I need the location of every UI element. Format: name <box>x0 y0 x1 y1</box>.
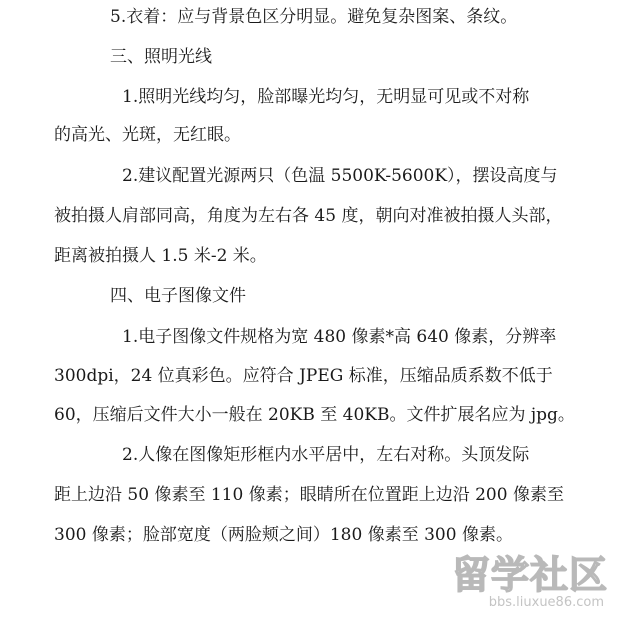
text-line: 60，压缩后文件大小一般在 20KB 至 40KB。文件扩展名应为 jpg。 <box>54 405 575 425</box>
text-line: 2.建议配置光源两只（色温 5500K-5600K），摆设高度与 <box>122 166 558 186</box>
watermark <box>448 542 608 612</box>
text-line: 被拍摄人肩部同高，角度为左右各 45 度，朝向对准被拍摄人头部， <box>54 206 563 226</box>
watermark-logo: 留学社区 <box>451 553 608 597</box>
text-line: 300dpi，24 位真彩色。应符合 JPEG 标准，压缩品质系数不低于 <box>54 366 553 386</box>
text-line: 2.人像在图像矩形框内水平居中，左右对称。头顶发际 <box>122 445 530 465</box>
text-line: 300 像素；脸部宽度（两脸颊之间）180 像素至 300 像素。 <box>54 525 513 545</box>
text-line: 1.电子图像文件规格为宽 480 像素*高 640 像素，分辨率 <box>122 327 557 347</box>
watermark-url: bbs.liuxue86.com <box>488 595 604 610</box>
text-line: 距离被拍摄人 1.5 米-2 米。 <box>54 246 267 266</box>
text-line: 5.衣着：应与背景色区分明显。避免复杂图案、条纹。 <box>110 7 518 27</box>
section-heading: 三、照明光线 <box>110 47 212 67</box>
section-heading: 四、电子图像文件 <box>110 286 246 306</box>
text-line: 距上边沿 50 像素至 110 像素；眼睛所在位置距上边沿 200 像素至 <box>54 485 564 505</box>
text-line: 1.照明光线均匀，脸部曝光均匀，无明显可见或不对称 <box>122 87 530 107</box>
text-line: 的高光、光斑，无红眼。 <box>54 125 241 145</box>
